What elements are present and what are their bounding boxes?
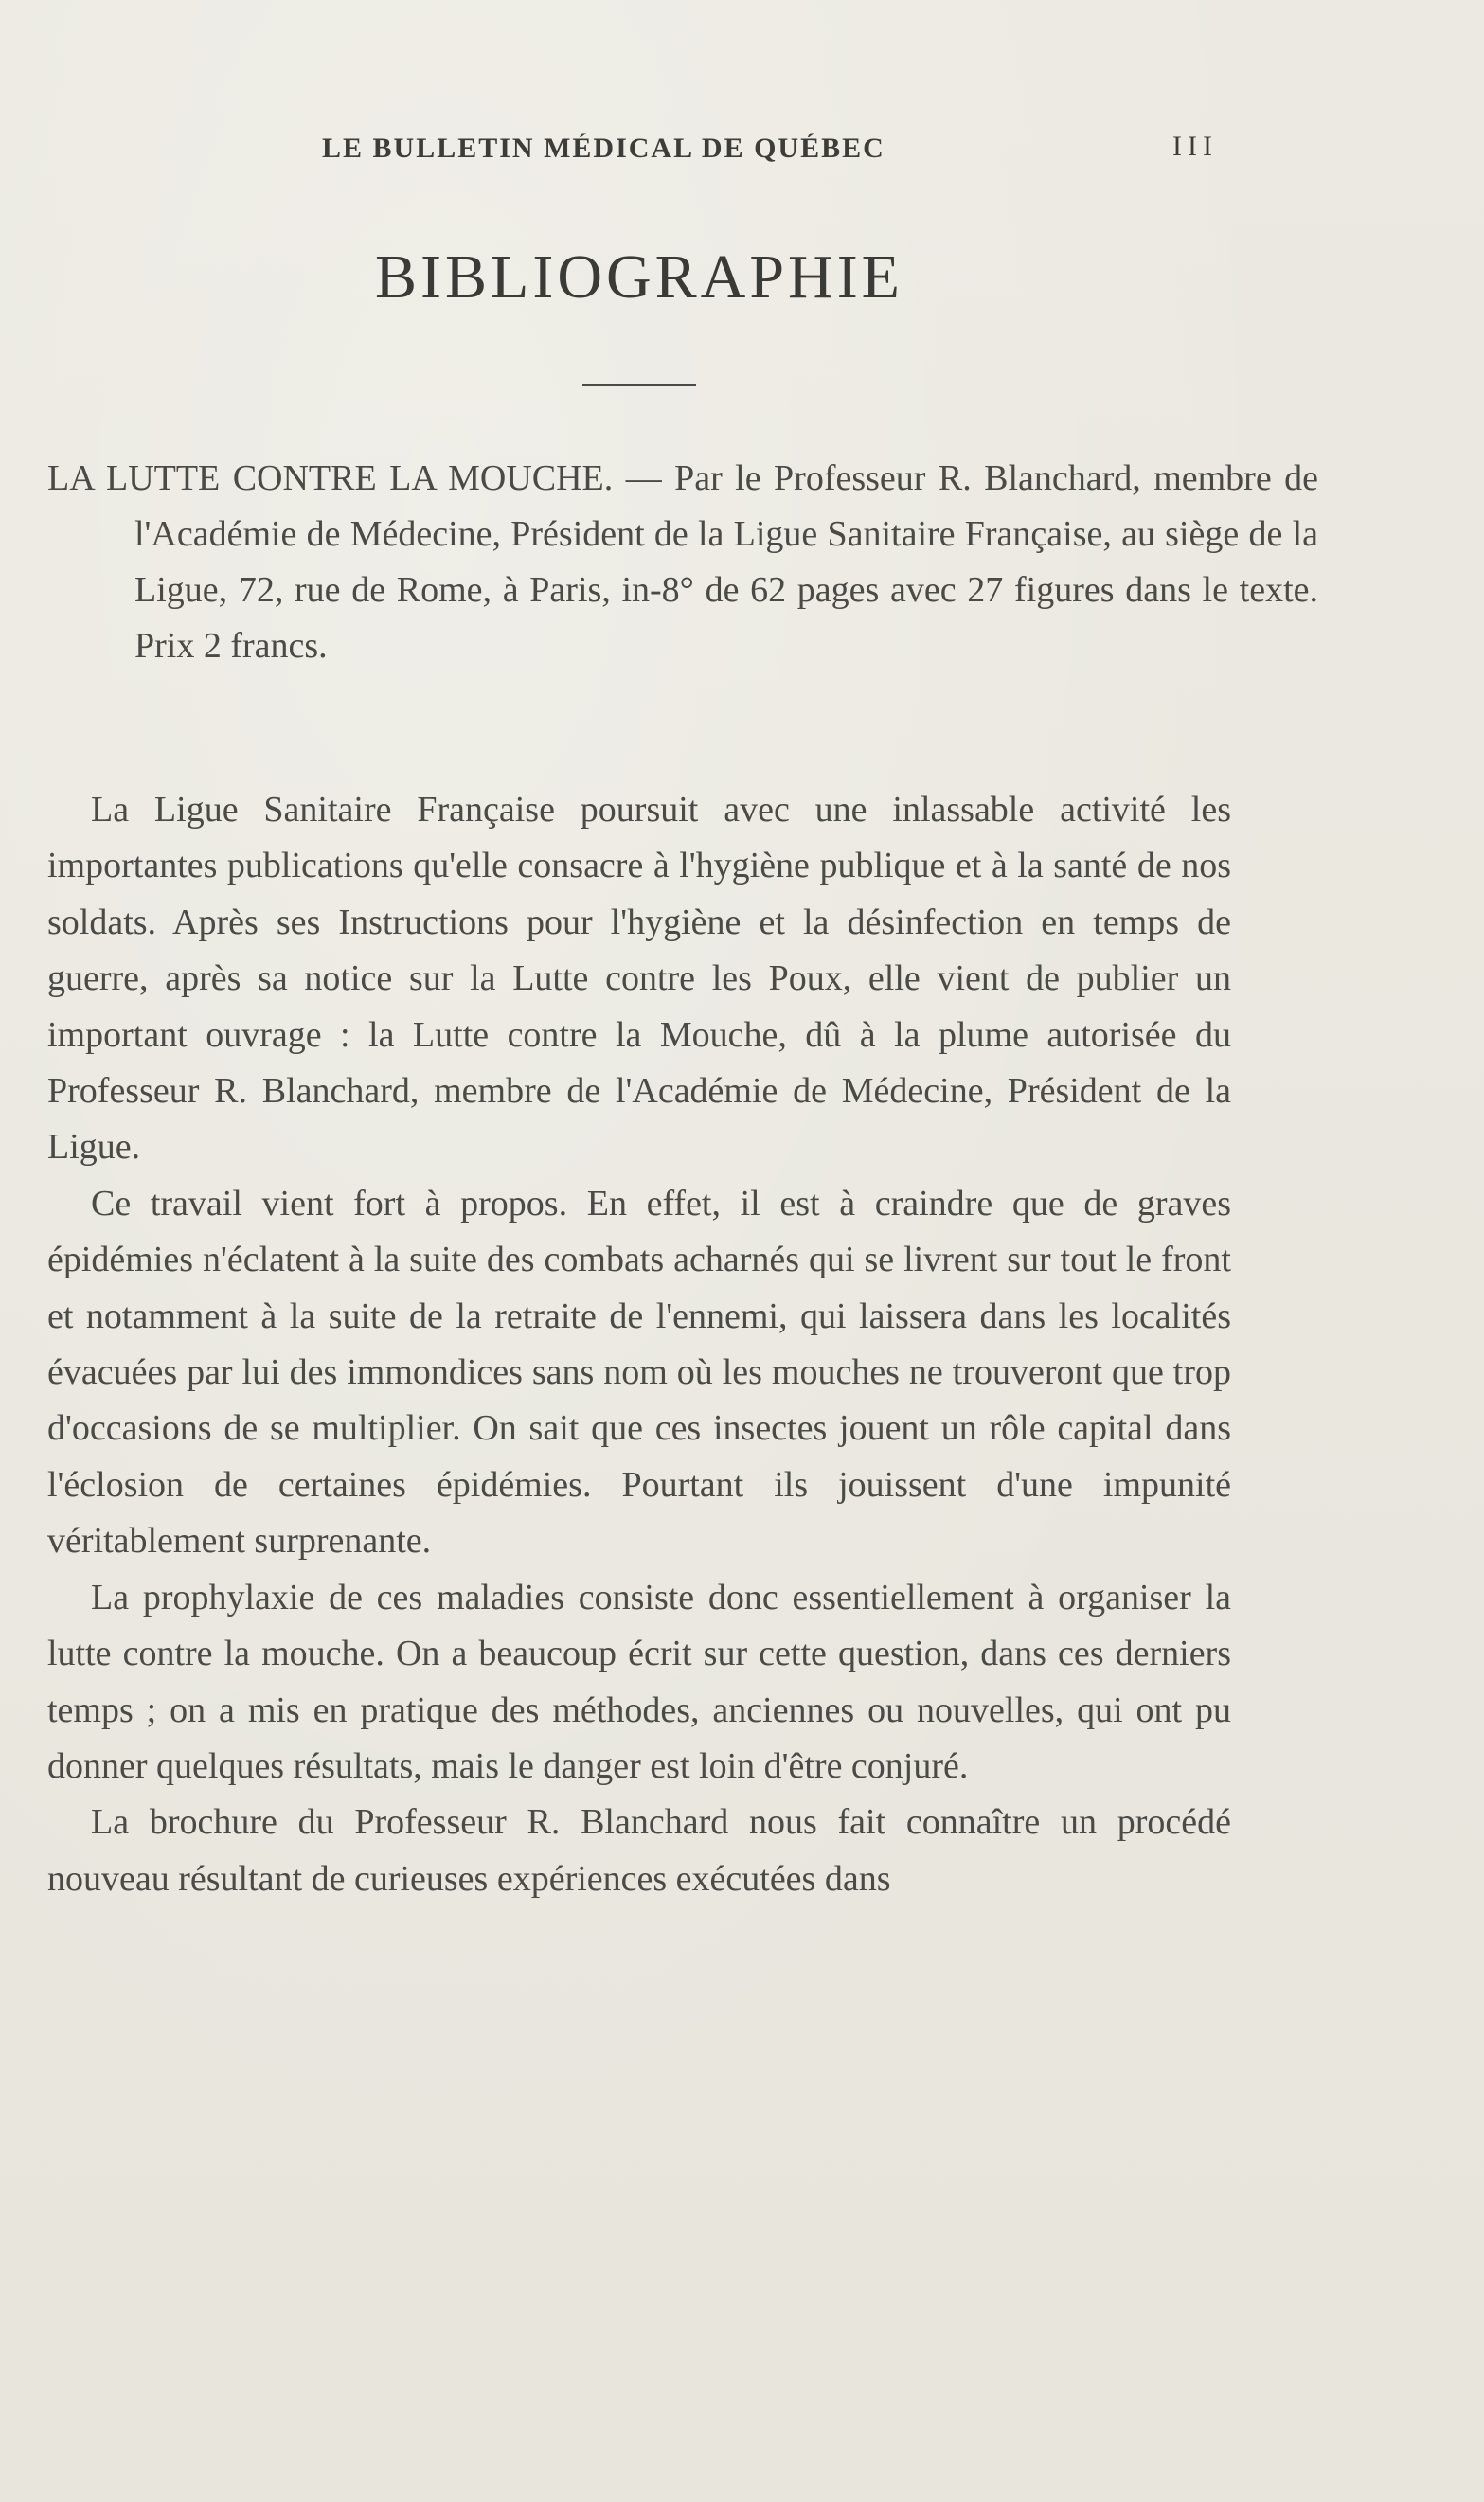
- section-title: BIBLIOGRAPHIE: [375, 242, 903, 312]
- title-divider: [582, 384, 696, 386]
- body-paragraph: La prophylaxie de ces maladies consiste donc essentiellement à organiser la lutte contre la mouche. On a beaucoup écrit sur cette question, dans ces derniers temps ; on a mis en pratique des méthodes, anciennes ou nouvelles, qui ont pu donner quelques résultats, mais le danger est loin d'être conjuré.: [47, 1577, 1231, 1786]
- running-head: LE BULLETIN MÉDICAL DE QUÉBEC: [322, 133, 885, 164]
- page-number: III: [1172, 131, 1218, 162]
- body-paragraph: La Ligue Sanitaire Française poursuit avec une inlassable activité les importantes publications qu'elle consacre à l'hygiène publique et à la santé de nos soldats. Après ses Instructions pour l'hygiène et la désinfection en temps de guerre, après sa notice sur la Lutte contre les Poux, elle vient de publier un important ouvrage : la Lutte contre la Mouche, dû à la plume autorisée du Professeur R. Blanchard, membre de l'Académie de Médecine, Président de la Ligue.: [47, 790, 1231, 1168]
- bibliographic-entry: LA LUTTE CONTRE LA MOUCHE. — Par le Professeur R. Blanchard, membre de l'Académie de Médecine, Président de la Ligue Sanitaire Française, au siège de la Ligue, 72, rue de Rome, à Paris, in-8° de 62 pages avec 27 figures dans le texte. Prix 2 francs.: [47, 458, 1318, 666]
- review-body: [47, 782, 1231, 1907]
- body-paragraph: Ce travail vient fort à propos. En effet, il est à craindre que de graves épidémies n'éclatent à la suite des combats acharnés qui se livrent sur tout le front et notamment à la suite de la retraite de l'ennemi, qui laissera dans les localités évacuées par lui des immondices sans nom où les mouches ne trouveront que trop d'occasions de se multiplier. On sait que ces insectes jouent un rôle capital dans l'éclosion de certaines épidémies. Pourtant ils jouissent d'une impunité véritablement surprenante.: [47, 1183, 1231, 1562]
- body-paragraph: La brochure du Professeur R. Blanchard nous fait connaître un procédé nouveau résultant de curieuses expériences exécutées dans: [47, 1802, 1231, 1899]
